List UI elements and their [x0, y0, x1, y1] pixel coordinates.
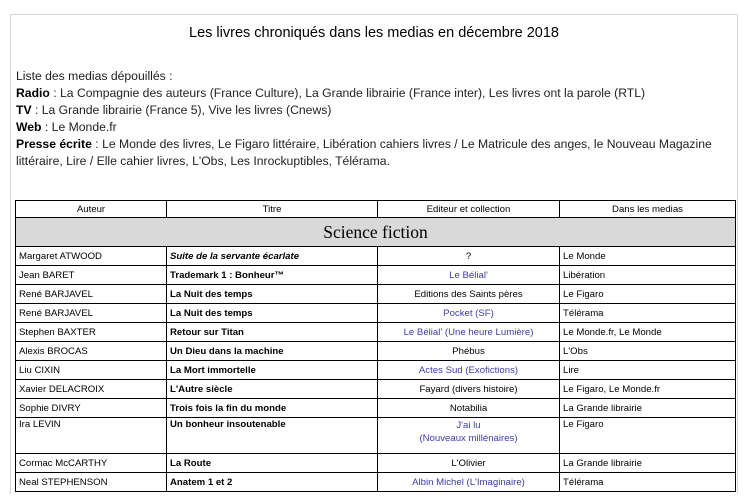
cell-author: Liu CIXIN [16, 361, 167, 380]
page-title: Les livres chroniqués dans les medias en décembre 2018 [189, 25, 559, 41]
table-row [16, 418, 736, 454]
cell-author: Margaret ATWOOD [16, 247, 167, 266]
cell-editor: L'Olivier [378, 454, 560, 473]
document-page [10, 14, 738, 494]
section-title: Science fiction [16, 218, 736, 247]
cell-author: Sophie DIVRY [16, 399, 167, 418]
cell-author: Ira LEVIN [16, 418, 167, 454]
cell-title: La Route [167, 454, 378, 473]
media-web-text: : Le Monde.fr [41, 120, 117, 134]
media-list-label: Liste des medias dépouillés : [16, 69, 173, 83]
cell-author: Alexis BROCAS [16, 342, 167, 361]
table-row [16, 473, 736, 492]
header-author: Auteur [16, 201, 167, 218]
books-table [15, 200, 736, 492]
cell-editor-line2: (Nouveaux millénaires) [419, 433, 518, 444]
table-row [16, 285, 736, 304]
media-tv [16, 102, 731, 119]
cell-media: La Grande librairie [560, 399, 736, 418]
cell-author: Cormac McCARTHY [16, 454, 167, 473]
table-header-row [16, 201, 736, 218]
media-tv-label: TV [16, 103, 32, 117]
cell-editor-link[interactable]: Albin Michel (L'Imaginaire) [378, 473, 560, 492]
cell-media: Télérama [560, 473, 736, 492]
cell-title: Anatem 1 et 2 [167, 473, 378, 492]
cell-editor-link[interactable] [378, 418, 560, 454]
cell-title: Un bonheur insoutenable [167, 418, 378, 454]
cell-author: Stephen BAXTER [16, 323, 167, 342]
cell-author: René BARJAVEL [16, 285, 167, 304]
cell-media: Télérama [560, 304, 736, 323]
cell-media: Le Figaro, Le Monde.fr [560, 380, 736, 399]
cell-author: René BARJAVEL [16, 304, 167, 323]
cell-media: Le Figaro [560, 285, 736, 304]
cell-author: Neal STEPHENSON [16, 473, 167, 492]
cell-editor-link[interactable]: Le Bélial' [378, 266, 560, 285]
cell-editor: Phébus [378, 342, 560, 361]
cell-media: La Grande librairie [560, 454, 736, 473]
table-row [16, 380, 736, 399]
cell-media: Le Figaro [560, 418, 736, 454]
header-media: Dans les medias [560, 201, 736, 218]
media-radio-label: Radio [16, 86, 50, 100]
table-row [16, 247, 736, 266]
cell-editor: ? [378, 247, 560, 266]
cell-title: La Nuit des temps [167, 285, 378, 304]
header-editor: Editeur et collection [378, 201, 560, 218]
table-row [16, 304, 736, 323]
cell-editor-link[interactable]: Actes Sud (Exofictions) [378, 361, 560, 380]
media-web-label: Web [16, 120, 42, 134]
cell-title: Trademark 1 : Bonheur™ [167, 266, 378, 285]
cell-title: L'Autre siècle [167, 380, 378, 399]
cell-title: Un Dieu dans la machine [167, 342, 378, 361]
table-row [16, 361, 736, 380]
header-title: Titre [167, 201, 378, 218]
media-press [16, 136, 731, 170]
cell-media: Libération [560, 266, 736, 285]
cell-title: Suite de la servante écarlate [167, 247, 378, 266]
cell-title: Retour sur Titan [167, 323, 378, 342]
cell-title: La Mort immortelle [167, 361, 378, 380]
cell-title: Trois fois la fin du monde [167, 399, 378, 418]
cell-editor: Editions des Saints pères [378, 285, 560, 304]
table-row [16, 266, 736, 285]
table-row [16, 323, 736, 342]
media-press-text: : Le Monde des livres, Le Figaro littéraire, Libération cahiers livres / Le Matricule des anges, le Nouveau Magazine littéraire, Lire / Elle cahier livres, L'Obs, Les Inrockuptibles, Télérama. [16, 137, 712, 168]
cell-author: Xavier DELACROIX [16, 380, 167, 399]
section-row [16, 218, 736, 247]
media-radio [16, 85, 731, 102]
media-tv-text: : La Grande librairie (France 5), Vive les livres (Cnews) [31, 103, 332, 117]
cell-editor-link[interactable]: Le Bélial' (Une heure Lumière) [378, 323, 560, 342]
cell-editor-line1: J'ai lu [456, 420, 481, 431]
cell-media: L'Obs [560, 342, 736, 361]
cell-editor-link[interactable]: Pocket (SF) [378, 304, 560, 323]
cell-media: Lire [560, 361, 736, 380]
cell-editor: Fayard (divers histoire) [378, 380, 560, 399]
table-row [16, 399, 736, 418]
media-radio-text: : La Compagnie des auteurs (France Culture), La Grande librairie (France inter), Les livres ont la parole (RTL) [49, 86, 646, 100]
cell-media: Le Monde [560, 247, 736, 266]
cell-editor: Notabilia [378, 399, 560, 418]
cell-author: Jean BARET [16, 266, 167, 285]
table-row [16, 342, 736, 361]
cell-media: Le Monde.fr, Le Monde [560, 323, 736, 342]
media-web [16, 119, 731, 136]
media-list [16, 68, 731, 170]
table-row [16, 454, 736, 473]
media-press-label: Presse écrite [16, 137, 92, 151]
cell-title: La Nuit des temps [167, 304, 378, 323]
